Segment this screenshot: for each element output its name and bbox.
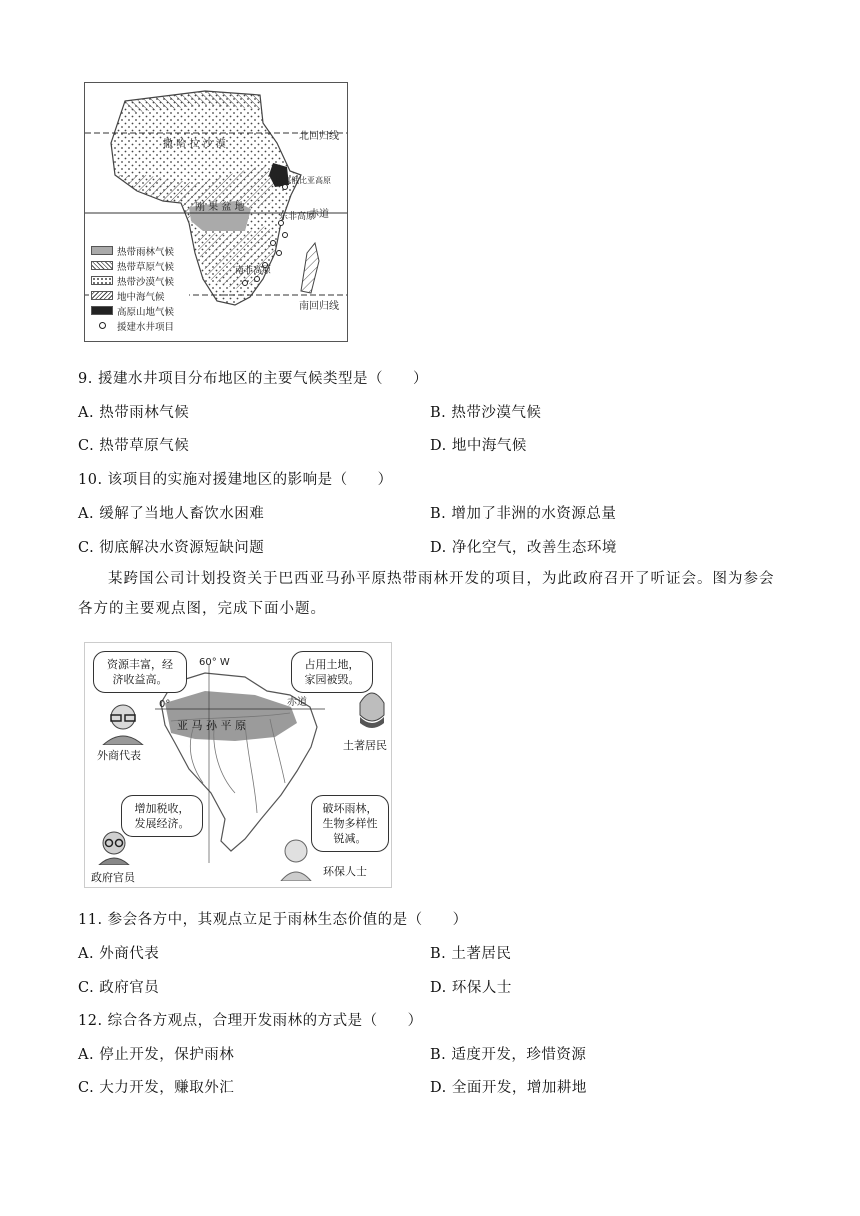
legend-rainforest xyxy=(91,243,187,258)
legend-label: 援建水井项目 xyxy=(117,321,175,333)
q11-option-a[interactable]: A. 外商代表 xyxy=(78,946,160,962)
q12-option-b[interactable]: B. 适度开发，珍惜资源 xyxy=(430,1047,587,1063)
official-avatar xyxy=(97,829,131,865)
q10-option-a[interactable]: A. 缓解了当地人畜饮水困难 xyxy=(78,506,265,522)
role-native: 土著居民 xyxy=(343,739,387,752)
q9-option-a[interactable]: A. 热带雨林气候 xyxy=(78,405,190,421)
east-africa-label: 东非高原 xyxy=(279,212,316,222)
bubble-official: 增加税收，发展经济。 xyxy=(121,795,203,837)
legend-well xyxy=(91,318,187,333)
well-icon xyxy=(91,322,113,329)
legend-label: 热带雨林气候 xyxy=(117,246,175,258)
question-12-stem: 12. 综合各方观点，合理开发雨林的方式是（ ） xyxy=(78,1013,423,1029)
bubble-foreign-rep: 资源丰富，经济收益高。 xyxy=(93,651,187,693)
legend-desert xyxy=(91,273,187,288)
q12-option-c[interactable]: C. 大力开发，赚取外汇 xyxy=(78,1080,235,1096)
congo-label: 刚 果 盆 地 xyxy=(195,202,245,213)
q12-option-a[interactable]: A. 停止开发，保护雨林 xyxy=(78,1047,235,1063)
role-foreign-rep: 外商代表 xyxy=(97,749,141,762)
ethiopia-label: 埃塞俄比亚高原 xyxy=(275,176,331,185)
bubble-native: 占用土地，家园被毁。 xyxy=(291,651,373,693)
question-10-stem: 10. 该项目的实施对援建地区的影响是（ ） xyxy=(78,472,393,488)
tropic-south-label: 南回归线 xyxy=(299,301,339,312)
legend-highland xyxy=(91,303,187,318)
savanna-swatch xyxy=(91,261,113,270)
q11-option-c[interactable]: C. 政府官员 xyxy=(78,980,160,996)
question-9-stem: 9. 援建水井项目分布地区的主要气候类型是（ ） xyxy=(78,371,428,387)
equator-label-2: 赤道 xyxy=(287,697,307,708)
legend-label: 地中海气候 xyxy=(117,291,165,303)
q11-option-d[interactable]: D. 环保人士 xyxy=(430,980,512,996)
q9-option-c[interactable]: C. 热带草原气候 xyxy=(78,438,190,454)
q9-option-d[interactable]: D. 地中海气候 xyxy=(430,438,527,454)
question-11-stem: 11. 参会各方中，其观点立足于雨林生态价值的是（ ） xyxy=(78,912,468,928)
desert-swatch xyxy=(91,276,113,285)
equator-label: 赤道 xyxy=(309,209,329,220)
africa-climate-map xyxy=(84,82,348,342)
rainforest-swatch xyxy=(91,246,113,255)
q9-option-b[interactable]: B. 热带沙漠气候 xyxy=(430,405,542,421)
lat-label: 0° xyxy=(159,699,171,710)
legend-label: 热带沙漠气候 xyxy=(117,276,175,288)
passage-intro: 某跨国公司计划投资关于巴西亚马孙平原热带雨林开发的项目，为此政府召开了听证会。图为参会各方的主要观点图，完成下面小题。 xyxy=(78,571,775,617)
sahara-label: 撒 哈 拉 沙 漠 xyxy=(163,139,226,150)
legend-savanna xyxy=(91,258,187,273)
role-official: 政府官员 xyxy=(91,871,135,884)
south-africa-label: 南非高原 xyxy=(235,266,272,276)
tropic-north-label: 北回归线 xyxy=(299,131,339,142)
q12-option-d[interactable]: D. 全面开发，增加耕地 xyxy=(430,1080,587,1096)
q10-option-d[interactable]: D. 净化空气，改善生态环境 xyxy=(430,540,617,556)
native-avatar xyxy=(355,687,389,731)
highland-swatch xyxy=(91,306,113,315)
legend-mediterranean xyxy=(91,288,187,303)
amazon-hearing-figure xyxy=(84,642,392,888)
legend-label: 热带草原气候 xyxy=(117,261,175,273)
q11-option-b[interactable]: B. 土著居民 xyxy=(430,946,512,962)
foreign-rep-avatar xyxy=(99,701,147,745)
legend-label: 高原山地气候 xyxy=(117,306,175,318)
amazon-label: 亚 马 孙 平 原 xyxy=(177,719,246,732)
q10-option-c[interactable]: C. 彻底解决水资源短缺问题 xyxy=(78,540,265,556)
lon-label: 60° W xyxy=(199,657,230,668)
environmentalist-avatar xyxy=(279,837,313,881)
bubble-environmentalist: 破坏雨林，生物多样性锐减。 xyxy=(311,795,389,852)
map-legend xyxy=(89,241,189,335)
role-environmentalist: 环保人士 xyxy=(323,865,367,878)
mediterranean-swatch xyxy=(91,291,113,300)
q10-option-b[interactable]: B. 增加了非洲的水资源总量 xyxy=(430,506,617,522)
